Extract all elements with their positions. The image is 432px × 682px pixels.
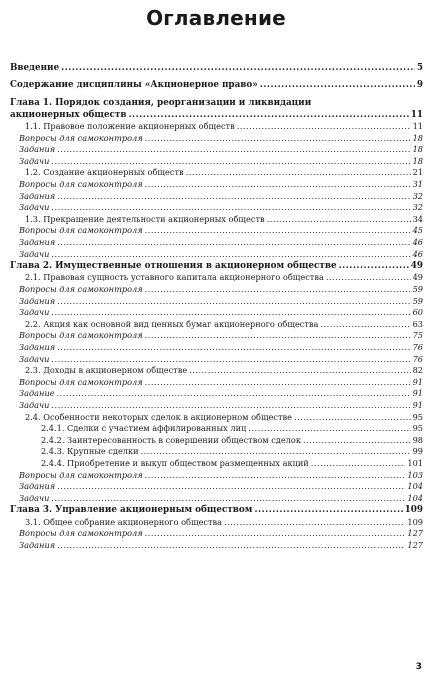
toc-subentry[interactable]: [10, 388, 423, 400]
toc-entry-page: 34: [412, 213, 423, 224]
dot-leader: [339, 260, 409, 272]
toc-entry-title: 1.1. Правовое положение акционерных обществ: [25, 120, 235, 131]
toc-entry-intro[interactable]: [10, 62, 423, 74]
toc-subentry[interactable]: [10, 225, 423, 237]
chapter-page: 11: [410, 109, 423, 120]
toc-subentry[interactable]: [10, 237, 423, 249]
toc-entry-title: Задачи: [19, 202, 50, 213]
toc-subentry[interactable]: [10, 191, 423, 203]
dot-leader: [51, 493, 405, 505]
toc-entry-page: 91: [412, 376, 423, 387]
dot-leader: [326, 272, 411, 284]
toc-subentry[interactable]: [10, 156, 423, 168]
dot-leader: [311, 458, 406, 470]
toc-entry-page: 98: [412, 434, 423, 445]
toc-entry-page: 59: [412, 284, 423, 294]
toc-entry-title: Содержание дисциплины «Акционерное право»: [10, 80, 258, 91]
chapter-title: Глава 2. Имущественные отношения в акционерном обществе: [10, 261, 337, 272]
dot-leader: [260, 79, 415, 91]
toc-subentry[interactable]: [10, 400, 423, 412]
dot-leader: [51, 156, 410, 168]
dot-leader: [51, 202, 410, 214]
toc-subentry[interactable]: [10, 377, 423, 389]
toc-subsection[interactable]: [10, 423, 423, 435]
toc-section[interactable]: [10, 412, 423, 424]
dot-leader: [303, 435, 411, 447]
toc-entry-page: 46: [412, 236, 423, 247]
dot-leader: [57, 144, 410, 156]
dot-leader: [141, 446, 411, 458]
toc-entry-title: 2.2. Акция как основной вид ценных бумаг акционерного общества: [25, 318, 319, 329]
toc-entry-page: 82: [412, 365, 423, 376]
toc-entry-title: Вопросы для самоконтроля: [19, 284, 143, 294]
toc-entry-page: 9: [416, 80, 423, 91]
toc-subentry[interactable]: [10, 493, 423, 505]
toc-entry-title: Вопросы для самоконтроля: [19, 330, 143, 341]
dot-leader: [57, 481, 405, 493]
dot-leader: [145, 284, 411, 296]
dot-leader: [145, 470, 406, 482]
toc-entry-page: 101: [407, 457, 423, 468]
toc-section[interactable]: [10, 121, 423, 133]
dot-leader: [57, 191, 410, 203]
toc-entry-page: 104: [407, 481, 423, 492]
toc-entry-title: Задания: [19, 341, 56, 352]
toc-section[interactable]: [10, 272, 423, 284]
toc-entry-title: 1.3. Прекращение деятельности акционерных обществ: [25, 213, 265, 224]
toc-entry-page: 21: [412, 167, 423, 178]
dot-leader: [224, 517, 405, 529]
dot-leader: [237, 121, 411, 133]
toc-subentry[interactable]: [10, 144, 423, 156]
dot-leader: [248, 423, 410, 435]
toc-entry-title: Вопросы для самоконтроля: [19, 225, 143, 236]
toc-entry-title: Задачи: [19, 248, 50, 259]
toc-subentry[interactable]: [10, 540, 423, 552]
toc-entry-page: 127: [407, 528, 423, 539]
chapter-2-heading[interactable]: [10, 260, 423, 272]
toc-entry-title: Задания: [19, 190, 56, 201]
toc-entry-title: Вопросы для самоконтроля: [19, 178, 143, 189]
page-number: 3: [415, 662, 422, 672]
toc-entry-page: 127: [407, 539, 423, 550]
dot-leader: [145, 528, 406, 540]
toc-subentry[interactable]: [10, 342, 423, 354]
toc-entry-title: Вопросы для самоконтроля: [19, 376, 143, 387]
toc-entry-title: Задачи: [19, 399, 50, 410]
toc-entry-page: 95: [412, 411, 423, 422]
toc-entry-title: 2.4.2. Заинтересованность в совершении обществом сделок: [41, 434, 301, 445]
toc-subentry[interactable]: [10, 470, 423, 482]
dot-leader: [267, 214, 411, 226]
dot-leader: [145, 330, 411, 342]
dot-leader: [145, 377, 411, 389]
toc-entry-title: 1.2. Создание акционерных обществ: [25, 167, 184, 178]
toc-entry-page: 49: [412, 272, 423, 283]
toc-subsection[interactable]: [10, 458, 423, 470]
dot-leader: [145, 225, 411, 237]
toc-entry-title: Задания: [19, 539, 56, 550]
toc-entry-title: Вопросы для самоконтроля: [19, 528, 143, 539]
toc-entry-title: 2.3. Доходы в акционерном обществе: [25, 365, 188, 376]
toc-subentry[interactable]: [10, 179, 423, 191]
toc-subsection[interactable]: [10, 446, 423, 458]
toc-entry-page: 60: [412, 307, 423, 318]
toc-entry-page: 11: [412, 120, 423, 131]
toc-subentry[interactable]: [10, 354, 423, 366]
dot-leader: [57, 237, 410, 249]
dot-leader: [57, 388, 411, 400]
toc-entry-title: Задачи: [19, 307, 50, 318]
toc-entry-title: 2.4.3. Крупные сделки: [41, 446, 139, 457]
toc-subentry[interactable]: [10, 133, 423, 145]
dot-leader: [61, 62, 415, 74]
dot-leader: [294, 412, 411, 424]
toc-subentry[interactable]: [10, 307, 423, 319]
toc-entry-title: Задачи: [19, 492, 50, 503]
dot-leader: [57, 540, 405, 552]
dot-leader: [145, 179, 411, 191]
chapter-title-line2: акционерных обществ: [10, 109, 127, 120]
toc-entry-title: Задачи: [19, 353, 50, 364]
toc-section[interactable]: [10, 365, 423, 377]
toc-entry-title: Введение: [10, 63, 60, 73]
toc-section[interactable]: [10, 517, 423, 529]
toc-subentry[interactable]: [10, 330, 423, 342]
toc-subentry[interactable]: [10, 202, 423, 214]
toc-entry-page: 76: [412, 341, 423, 352]
dot-leader: [51, 249, 410, 261]
chapter-3-heading[interactable]: [10, 504, 423, 516]
toc-entry-page: 75: [412, 330, 423, 341]
dot-leader: [51, 354, 410, 366]
toc-entry-title: 2.4.4. Приобретение и выкуп обществом размещенных акций: [41, 457, 309, 468]
dot-leader: [57, 296, 410, 308]
toc-entry-page: 46: [412, 248, 423, 259]
toc-entry-title: Вопросы для самоконтроля: [19, 469, 143, 480]
toc-entry-title: 2.1. Правовая сущность уставного капитала акционерного общества: [25, 272, 324, 283]
toc-entry-page: 104: [407, 492, 423, 503]
toc-entry-page: 91: [412, 388, 423, 399]
toc-entry-title: 3.1. Общее собрание акционерного общества: [25, 516, 223, 527]
toc-subsection[interactable]: [10, 435, 423, 447]
toc-entry-page: 18: [412, 132, 423, 143]
toc-section[interactable]: [10, 214, 423, 226]
toc-entry-page: 76: [412, 353, 423, 364]
toc-subentry[interactable]: [10, 481, 423, 493]
chapter-page: 49: [410, 261, 423, 272]
toc-entry-title: Задание: [19, 388, 55, 399]
toc-entry-title: Задания: [19, 481, 56, 492]
toc-entry-page: 91: [412, 399, 423, 410]
dot-leader: [51, 400, 410, 412]
toc-entry-page: 63: [412, 318, 423, 329]
toc-entry-content[interactable]: [10, 79, 423, 91]
toc-subentry[interactable]: [10, 249, 423, 261]
toc-entry-title: 2.4. Особенности некоторых сделок в акционерном обществе: [25, 411, 293, 422]
dot-leader: [320, 319, 410, 331]
toc-entry-page: 18: [412, 155, 423, 166]
dot-leader: [145, 133, 411, 145]
dot-leader: [186, 167, 411, 179]
dot-leader: [128, 109, 408, 121]
toc-entry-page: 99: [412, 446, 423, 457]
toc-entry-page: 31: [412, 178, 423, 189]
table-of-contents: [10, 62, 423, 551]
toc-entry-page: 32: [412, 190, 423, 201]
page-title: Оглавление: [146, 6, 286, 30]
toc-entry-title: Задачи: [19, 155, 50, 166]
toc-entry-title: Задания: [19, 236, 56, 247]
dot-leader: [57, 342, 410, 354]
dot-leader: [254, 504, 402, 516]
toc-section[interactable]: [10, 319, 423, 331]
toc-subentry[interactable]: [10, 296, 423, 308]
toc-section[interactable]: [10, 167, 423, 179]
toc-entry-page: 18: [412, 144, 423, 155]
toc-subentry[interactable]: [10, 284, 423, 296]
toc-entry-page: 103: [407, 469, 423, 480]
toc-entry-page: 45: [412, 225, 423, 236]
chapter-page: 109: [404, 505, 423, 516]
chapter-1-heading[interactable]: [10, 97, 423, 121]
chapter-title-line1: Глава 1. Порядок создания, реорганизации и ликвидации: [10, 97, 312, 108]
toc-entry-page: 5: [416, 63, 423, 73]
dot-leader: [51, 307, 410, 319]
toc-entry-page: 32: [412, 202, 423, 213]
toc-entry-page: 95: [412, 423, 423, 434]
toc-entry-title: 2.4.1. Сделки с участием аффилированных лиц: [41, 423, 247, 434]
toc-entry-page: 59: [412, 295, 423, 306]
toc-entry-title: Вопросы для самоконтроля: [19, 132, 143, 143]
toc-entry-title: Задания: [19, 144, 56, 155]
dot-leader: [189, 365, 410, 377]
toc-subentry[interactable]: [10, 528, 423, 540]
chapter-title: Глава 3. Управление акционерным обществом: [10, 505, 253, 516]
toc-entry-title: Задания: [19, 295, 56, 306]
toc-entry-page: 109: [407, 516, 423, 527]
